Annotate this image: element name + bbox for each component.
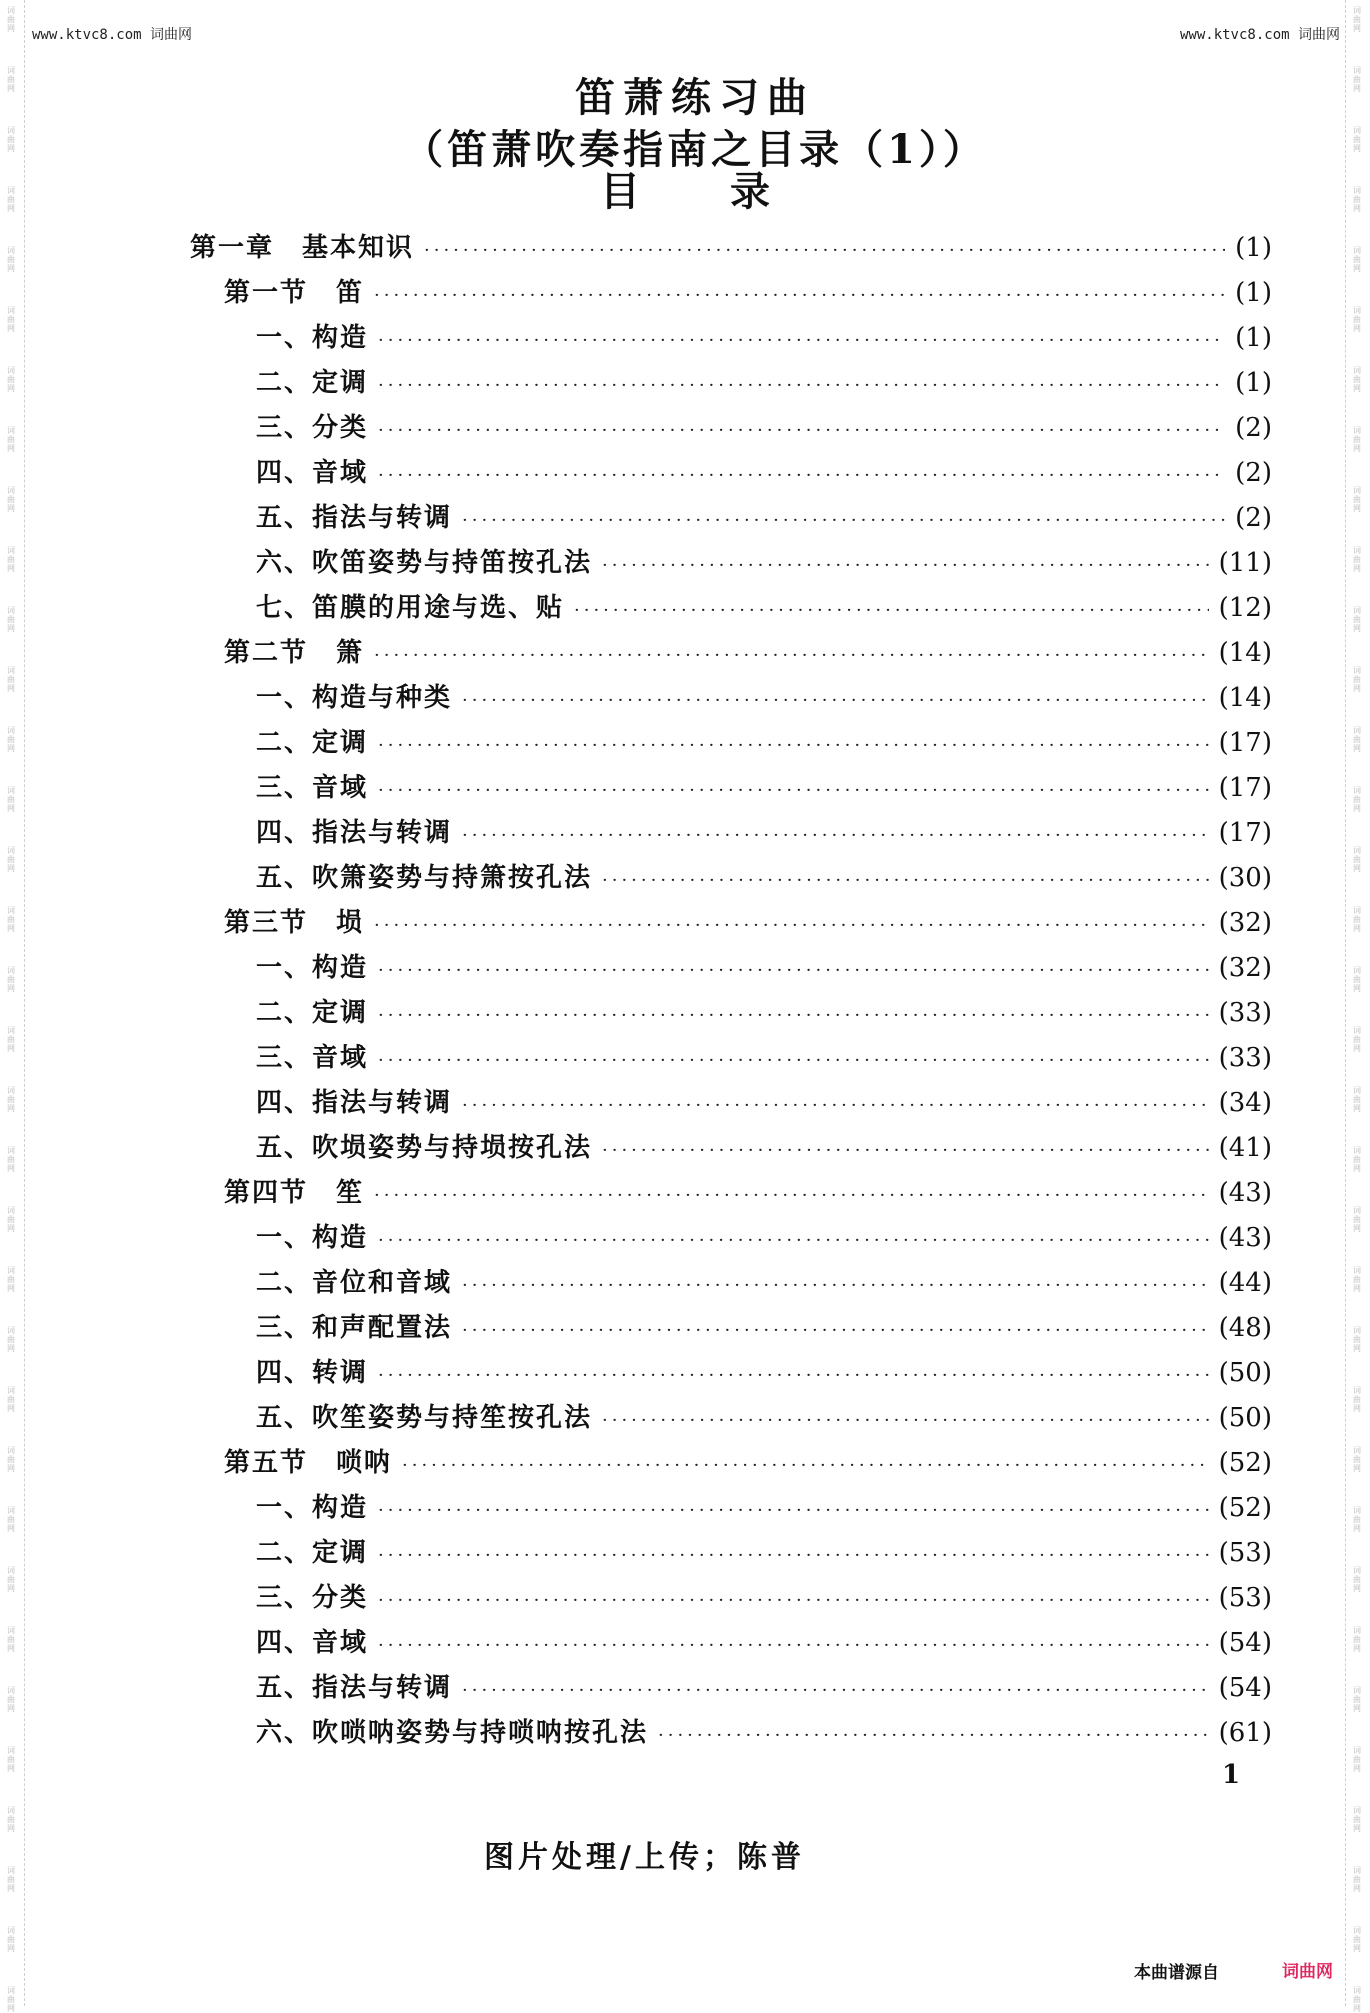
- edge-watermark-mark: 词曲网: [7, 1206, 15, 1233]
- toc-entry[interactable]: [256, 678, 1272, 718]
- toc-dot-leader: [574, 591, 1209, 631]
- edge-watermark-mark: 词曲网: [1353, 1746, 1361, 1773]
- edge-watermark-mark: 词曲网: [1353, 6, 1361, 33]
- toc-dot-leader: [462, 1311, 1209, 1351]
- toc-entry[interactable]: [256, 858, 1272, 898]
- toc-dot-leader: [378, 321, 1225, 361]
- toc-entry-page: (54): [1218, 1673, 1272, 1703]
- toc-dot-leader: [378, 1581, 1209, 1621]
- edge-watermark-mark: 词曲网: [7, 666, 15, 693]
- toc-entry-page: (61): [1218, 1718, 1272, 1748]
- edge-watermark-mark: 词曲网: [1353, 186, 1361, 213]
- edge-watermark-mark: 词曲网: [7, 306, 15, 333]
- toc-entry-title: 五、吹笙姿势与持笙按孔法: [256, 1403, 593, 1433]
- toc-entry-page: (2): [1235, 458, 1272, 488]
- edge-watermark-mark: 词曲网: [7, 1146, 15, 1173]
- toc-entry-page: (12): [1218, 593, 1272, 623]
- upload-credit: 图片处理/上传；陈普: [484, 1840, 805, 1875]
- right-edge-watermark-strip: [1345, 0, 1370, 2013]
- toc-entry-page: (44): [1218, 1268, 1272, 1298]
- edge-watermark-mark: 词曲网: [7, 726, 15, 753]
- toc-entry[interactable]: [224, 1443, 1272, 1483]
- toc-entry[interactable]: [256, 1668, 1272, 1708]
- edge-watermark-mark: 词曲网: [7, 126, 15, 153]
- edge-watermark-mark: 词曲网: [1353, 1146, 1361, 1173]
- edge-watermark-mark: 词曲网: [7, 486, 15, 513]
- edge-watermark-mark: 词曲网: [1353, 1386, 1361, 1413]
- edge-watermark-mark: 词曲网: [7, 846, 15, 873]
- edge-watermark-mark: 词曲网: [7, 1746, 15, 1773]
- toc-entry-page: (32): [1218, 908, 1272, 938]
- toc-dot-leader: [378, 951, 1209, 991]
- toc-dot-leader: [378, 1041, 1209, 1081]
- toc-entry-page: (17): [1218, 818, 1272, 848]
- toc-entry[interactable]: [224, 273, 1272, 313]
- toc-dot-leader: [462, 1086, 1209, 1126]
- toc-entry-title: 四、音域: [256, 458, 369, 488]
- toc-dot-leader: [374, 276, 1225, 316]
- page-number: 1: [1222, 1760, 1241, 1790]
- toc-dot-leader: [462, 501, 1225, 541]
- edge-watermark-mark: 词曲网: [7, 1026, 15, 1053]
- toc-dot-leader: [374, 906, 1209, 946]
- toc-entry-title: 第五节 唢呐: [224, 1448, 393, 1478]
- toc-dot-leader: [378, 1221, 1209, 1261]
- toc-dot-leader: [378, 1626, 1209, 1666]
- toc-entry-title: 第三节 埙: [224, 908, 365, 938]
- toc-entry-page: (50): [1218, 1403, 1272, 1433]
- toc-entry[interactable]: [224, 633, 1272, 673]
- edge-watermark-mark: 词曲网: [7, 6, 15, 33]
- toc-entry[interactable]: [190, 228, 1272, 268]
- toc-entry-title: 二、定调: [256, 1538, 369, 1568]
- book-subtitle: （笛萧吹奏指南之目录（1））: [403, 126, 987, 173]
- edge-watermark-mark: 词曲网: [1353, 1026, 1361, 1053]
- toc-entry-page: (52): [1218, 1493, 1272, 1523]
- toc-entry[interactable]: [256, 318, 1272, 358]
- edge-watermark-mark: 词曲网: [7, 966, 15, 993]
- toc-entry[interactable]: [256, 768, 1272, 808]
- toc-entry[interactable]: [256, 1308, 1272, 1348]
- edge-watermark-mark: 词曲网: [7, 1926, 15, 1953]
- toc-entry-title: 四、指法与转调: [256, 818, 453, 848]
- edge-watermark-mark: 词曲网: [1353, 1206, 1361, 1233]
- edge-watermark-mark: 词曲网: [1353, 1926, 1361, 1953]
- edge-watermark-mark: 词曲网: [1353, 486, 1361, 513]
- edge-watermark-mark: 词曲网: [1353, 366, 1361, 393]
- toc-entry[interactable]: [256, 1128, 1272, 1168]
- toc-entry-title: 七、笛膜的用途与选、贴: [256, 593, 565, 623]
- toc-entry-title: 五、指法与转调: [256, 503, 453, 533]
- toc-entry[interactable]: [256, 453, 1272, 493]
- toc-entry[interactable]: [256, 1038, 1272, 1078]
- toc-entry[interactable]: [256, 1533, 1272, 1573]
- toc-dot-leader: [462, 1671, 1209, 1711]
- edge-watermark-mark: 词曲网: [1353, 246, 1361, 273]
- toc-entry-title: 第一章 基本知识: [190, 233, 415, 263]
- toc-entry[interactable]: [256, 948, 1272, 988]
- edge-watermark-mark: 词曲网: [7, 1566, 15, 1593]
- edge-watermark-mark: 词曲网: [7, 1866, 15, 1893]
- toc-entry-title: 一、构造: [256, 323, 369, 353]
- edge-watermark-mark: 词曲网: [1353, 1506, 1361, 1533]
- edge-watermark-mark: 词曲网: [7, 906, 15, 933]
- edge-watermark-mark: 词曲网: [1353, 1326, 1361, 1353]
- edge-watermark-mark: 词曲网: [1353, 906, 1361, 933]
- toc-dot-leader: [602, 546, 1209, 586]
- toc-entry-page: (52): [1218, 1448, 1272, 1478]
- toc-entry-title: 二、定调: [256, 998, 369, 1028]
- toc-dot-leader: [602, 861, 1209, 901]
- toc-entry[interactable]: [256, 1083, 1272, 1123]
- edge-watermark-mark: 词曲网: [7, 66, 15, 93]
- toc-entry[interactable]: [256, 363, 1272, 403]
- edge-watermark-mark: 词曲网: [7, 1506, 15, 1533]
- toc-dot-leader: [374, 636, 1209, 676]
- footer-source-text: 本曲谱源自: [1134, 1963, 1219, 1983]
- toc-entry[interactable]: [256, 1398, 1272, 1438]
- toc-entry-title: 六、吹唢呐姿势与持唢呐按孔法: [256, 1718, 649, 1748]
- edge-watermark-mark: 词曲网: [7, 1686, 15, 1713]
- toc-dot-leader: [462, 816, 1209, 856]
- edge-watermark-mark: 词曲网: [1353, 726, 1361, 753]
- toc-entry-page: (41): [1218, 1133, 1272, 1163]
- toc-entry-title: 二、定调: [256, 728, 369, 758]
- toc-entry-page: (2): [1235, 503, 1272, 533]
- toc-entry-page: (11): [1218, 548, 1272, 578]
- toc-entry-page: (33): [1218, 998, 1272, 1028]
- edge-watermark-mark: 词曲网: [1353, 1986, 1361, 2013]
- edge-watermark-mark: 词曲网: [7, 786, 15, 813]
- toc-entry-title: 一、构造与种类: [256, 683, 453, 713]
- toc-entry-title: 二、音位和音域: [256, 1268, 453, 1298]
- edge-watermark-mark: 词曲网: [1353, 126, 1361, 153]
- toc-entry[interactable]: [256, 1623, 1272, 1663]
- toc-entry-title: 三、音域: [256, 1043, 369, 1073]
- toc-entry[interactable]: [224, 903, 1272, 943]
- edge-watermark-mark: 词曲网: [7, 1986, 15, 2013]
- toc-entry[interactable]: [256, 1578, 1272, 1618]
- toc-entry-page: (17): [1218, 773, 1272, 803]
- toc-entry-title: 四、转调: [256, 1358, 369, 1388]
- edge-watermark-mark: 词曲网: [7, 426, 15, 453]
- toc-dot-leader: [658, 1716, 1209, 1756]
- toc-entry-title: 一、构造: [256, 1493, 369, 1523]
- left-edge-watermark-strip: [0, 0, 25, 2013]
- toc-entry-page: (30): [1218, 863, 1272, 893]
- edge-watermark-mark: 词曲网: [7, 1326, 15, 1353]
- toc-dot-leader: [378, 456, 1225, 496]
- toc-entry-page: (1): [1235, 278, 1272, 308]
- toc-entry-page: (33): [1218, 1043, 1272, 1073]
- toc-entry-page: (32): [1218, 953, 1272, 983]
- toc-entry-title: 五、指法与转调: [256, 1673, 453, 1703]
- edge-watermark-mark: 词曲网: [1353, 1446, 1361, 1473]
- toc-entry-page: (43): [1218, 1223, 1272, 1253]
- edge-watermark-mark: 词曲网: [1353, 846, 1361, 873]
- toc-entry-title: 第二节 箫: [224, 638, 365, 668]
- edge-watermark-mark: 词曲网: [7, 1086, 15, 1113]
- toc-dot-leader: [378, 996, 1209, 1036]
- toc-dot-leader: [378, 726, 1209, 766]
- toc-dot-leader: [602, 1401, 1209, 1441]
- footer-brand-link[interactable]: 词曲网: [1282, 1962, 1333, 1982]
- toc-entry-page: (14): [1218, 683, 1272, 713]
- toc-entry-page: (1): [1235, 323, 1272, 353]
- edge-watermark-mark: 词曲网: [1353, 1806, 1361, 1833]
- edge-watermark-mark: 词曲网: [7, 1806, 15, 1833]
- toc-entry-title: 二、定调: [256, 368, 369, 398]
- toc-dot-leader: [378, 1356, 1209, 1396]
- book-title: 笛萧练习曲: [575, 74, 815, 121]
- edge-watermark-mark: 词曲网: [1353, 1566, 1361, 1593]
- edge-watermark-mark: 词曲网: [1353, 426, 1361, 453]
- site-watermark-right: www.ktvc8.com 词曲网: [1179, 27, 1340, 43]
- toc-dot-leader: [378, 771, 1209, 811]
- toc-entry-title: 五、吹箫姿势与持箫按孔法: [256, 863, 593, 893]
- toc-entry[interactable]: [224, 1173, 1272, 1213]
- toc-entry[interactable]: [256, 1218, 1272, 1258]
- toc-entry-page: (1): [1235, 368, 1272, 398]
- toc-entry-title: 三、分类: [256, 1583, 369, 1613]
- edge-watermark-mark: 词曲网: [1353, 1866, 1361, 1893]
- toc-entry-title: 四、音域: [256, 1628, 369, 1658]
- toc-entry-title: 三、音域: [256, 773, 369, 803]
- toc-entry-page: (48): [1218, 1313, 1272, 1343]
- edge-watermark-mark: 词曲网: [1353, 1086, 1361, 1113]
- edge-watermark-mark: 词曲网: [7, 546, 15, 573]
- edge-watermark-mark: 词曲网: [7, 246, 15, 273]
- toc-entry[interactable]: [256, 588, 1272, 628]
- toc-entry-page: (17): [1218, 728, 1272, 758]
- toc-entry-title: 五、吹埙姿势与持埙按孔法: [256, 1133, 593, 1163]
- edge-watermark-mark: 词曲网: [1353, 966, 1361, 993]
- toc-entry[interactable]: [256, 1488, 1272, 1528]
- edge-watermark-mark: 词曲网: [1353, 666, 1361, 693]
- toc-entry-page: (43): [1218, 1178, 1272, 1208]
- edge-watermark-mark: 词曲网: [7, 1446, 15, 1473]
- edge-watermark-mark: 词曲网: [7, 1386, 15, 1413]
- toc-dot-leader: [378, 1536, 1209, 1576]
- toc-entry[interactable]: [256, 498, 1272, 538]
- toc-dot-leader: [424, 231, 1225, 271]
- toc-entry-title: 三、和声配置法: [256, 1313, 453, 1343]
- toc-entry-page: (14): [1218, 638, 1272, 668]
- edge-watermark-mark: 词曲网: [1353, 786, 1361, 813]
- toc-entry-title: 第一节 笛: [224, 278, 365, 308]
- toc-entry[interactable]: [256, 813, 1272, 853]
- edge-watermark-mark: 词曲网: [1353, 1626, 1361, 1653]
- toc-entry-title: 四、指法与转调: [256, 1088, 453, 1118]
- toc-entry[interactable]: [256, 1713, 1272, 1753]
- toc-dot-leader: [402, 1446, 1209, 1486]
- toc-dot-leader: [602, 1131, 1209, 1171]
- toc-entry-title: 三、分类: [256, 413, 369, 443]
- edge-watermark-mark: 词曲网: [7, 186, 15, 213]
- toc-entry-page: (1): [1235, 233, 1272, 263]
- edge-watermark-mark: 词曲网: [1353, 306, 1361, 333]
- toc-entry-page: (53): [1218, 1538, 1272, 1568]
- toc-entry-title: 一、构造: [256, 953, 369, 983]
- edge-watermark-mark: 词曲网: [1353, 66, 1361, 93]
- toc-entry[interactable]: [256, 723, 1272, 763]
- site-watermark-left: www.ktvc8.com 词曲网: [32, 27, 193, 43]
- edge-watermark-mark: 词曲网: [1353, 546, 1361, 573]
- contents-heading: 目录: [600, 168, 860, 215]
- toc-dot-leader: [378, 411, 1225, 451]
- toc-entry-page: (50): [1218, 1358, 1272, 1388]
- toc-entry-title: 第四节 笙: [224, 1178, 365, 1208]
- toc-entry[interactable]: [256, 1353, 1272, 1393]
- edge-watermark-mark: 词曲网: [1353, 1266, 1361, 1293]
- edge-watermark-mark: 词曲网: [1353, 606, 1361, 633]
- toc-entry-page: (34): [1218, 1088, 1272, 1118]
- toc-entry[interactable]: [256, 1263, 1272, 1303]
- toc-entry[interactable]: [256, 408, 1272, 448]
- edge-watermark-mark: 词曲网: [7, 366, 15, 393]
- toc-entry-title: 一、构造: [256, 1223, 369, 1253]
- toc-entry[interactable]: [256, 543, 1272, 583]
- edge-watermark-mark: 词曲网: [7, 606, 15, 633]
- edge-watermark-mark: 词曲网: [7, 1626, 15, 1653]
- toc-entry-page: (2): [1235, 413, 1272, 443]
- toc-entry-page: (54): [1218, 1628, 1272, 1658]
- toc-entry-title: 六、吹笛姿势与持笛按孔法: [256, 548, 593, 578]
- toc-dot-leader: [378, 366, 1225, 406]
- toc-entry-page: (53): [1218, 1583, 1272, 1613]
- edge-watermark-mark: 词曲网: [1353, 1686, 1361, 1713]
- toc-dot-leader: [378, 1491, 1209, 1531]
- edge-watermark-mark: 词曲网: [7, 1266, 15, 1293]
- toc-dot-leader: [462, 1266, 1209, 1306]
- toc-entry[interactable]: [256, 993, 1272, 1033]
- toc-dot-leader: [462, 681, 1209, 721]
- toc-dot-leader: [374, 1176, 1209, 1216]
